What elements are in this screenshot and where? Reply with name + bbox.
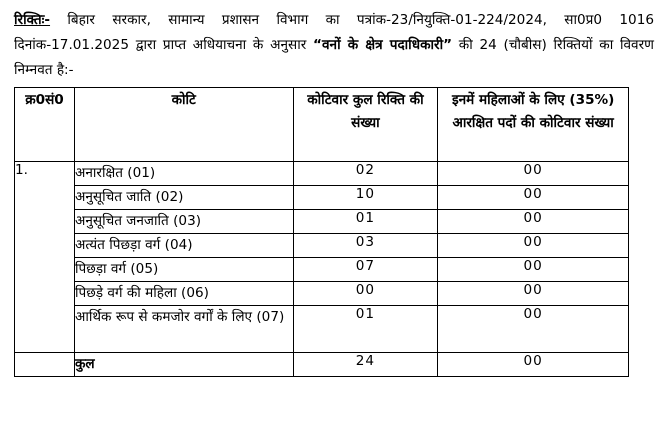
category-cell: अनुसूचित जाति (02): [74, 186, 293, 210]
header-serial: क्र0सं0: [15, 88, 75, 162]
female-cell: 00: [438, 210, 629, 234]
category-cell: अनारक्षित (01): [74, 162, 293, 186]
female-cell: 00: [438, 234, 629, 258]
female-cell: 00: [438, 186, 629, 210]
category-cell: आर्थिक रूप से कमजोर वर्गों के लिए (07): [74, 306, 293, 353]
total-cell: 03: [293, 234, 438, 258]
category-cell: अनुसूचित जनजाति (03): [74, 210, 293, 234]
total-cell: 02: [293, 162, 438, 186]
category-cell: पिछड़ा वर्ग (05): [74, 258, 293, 282]
header-total: कोटिवार कुल रिक्ति की संख्या: [293, 88, 438, 162]
total-cell: 10: [293, 186, 438, 210]
intro-text-before: बिहार सरकार, सामान्य प्रशासन विभाग का पत्रांक-23/नियुक्ति-01-224/2024, सा0प्र0 1016 दिनांक-17.01.2025 द्वारा प्राप्त अधियाचना के अनुसार: [14, 12, 654, 53]
vacancy-heading: रिक्तिः-: [14, 12, 51, 28]
total-serial-empty: [15, 353, 75, 377]
intro-text-after: की 24 (चौबीस) रिक्तियों का विवरण निम्नवत है:-: [14, 37, 654, 78]
grand-total-cell: 24: [293, 353, 438, 377]
table-row: [15, 258, 629, 282]
category-cell: पिछड़े वर्ग की महिला (06): [74, 282, 293, 306]
table-row: [15, 162, 629, 186]
vacancy-intro-paragraph: [14, 8, 654, 83]
table-row: [15, 282, 629, 306]
table-row: [15, 234, 629, 258]
total-cell: 00: [293, 282, 438, 306]
total-cell: 01: [293, 306, 438, 353]
category-cell: अत्यंत पिछड़ा वर्ग (04): [74, 234, 293, 258]
total-label: कुल: [74, 353, 293, 377]
total-cell: 07: [293, 258, 438, 282]
header-female: इनमें महिलाओं के लिए (35%) आरक्षित पदों की कोटिवार संख्या: [438, 88, 629, 162]
vacancy-table: [14, 87, 629, 377]
table-row: [15, 186, 629, 210]
total-cell: 01: [293, 210, 438, 234]
post-name: “वनों के क्षेत्र पदाधिकारी”: [313, 37, 453, 53]
header-category: कोटि: [74, 88, 293, 162]
serial-number: 1.: [15, 162, 75, 353]
grand-female-cell: 00: [438, 353, 629, 377]
female-cell: 00: [438, 306, 629, 353]
table-row: [15, 210, 629, 234]
table-header-row: [15, 88, 629, 162]
female-cell: 00: [438, 162, 629, 186]
female-cell: 00: [438, 258, 629, 282]
table-total-row: [15, 353, 629, 377]
table-row: [15, 306, 629, 353]
female-cell: 00: [438, 282, 629, 306]
